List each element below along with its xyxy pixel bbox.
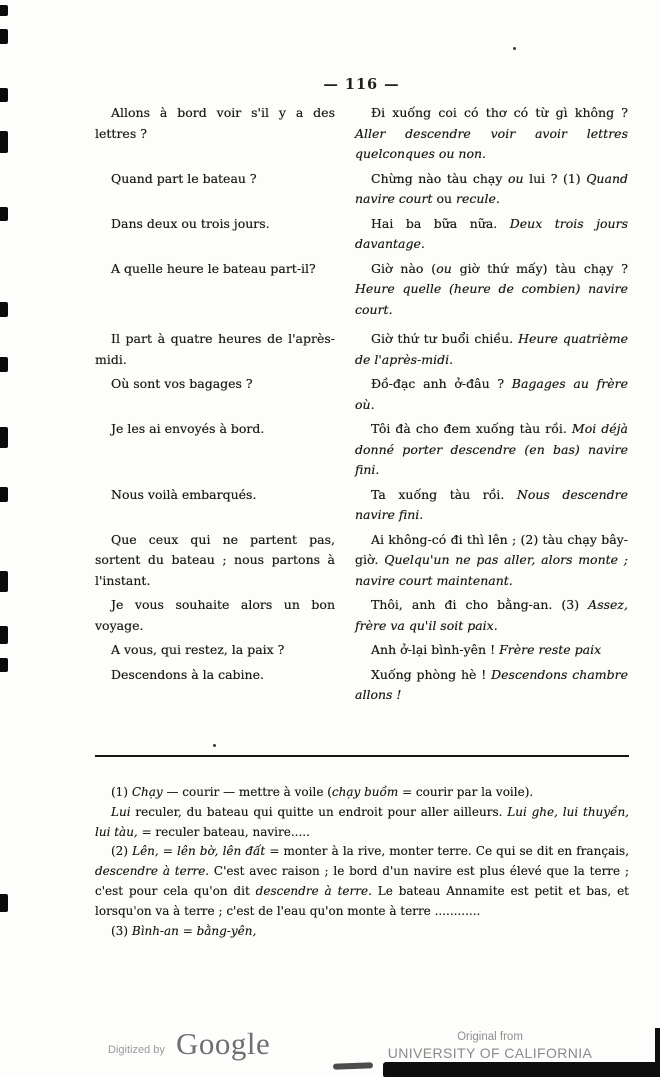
phrase-text: (3) [111,923,132,938]
vietnamese-phrase [355,103,628,165]
dialogue-row [95,595,628,636]
vietnamese-column-cell [355,485,628,526]
gloss-text: Chạy [131,785,163,799]
vietnamese-phrase [355,485,628,526]
french-phrase [95,103,335,144]
vietnamese-column-cell [355,169,628,210]
dialogue-row [95,214,628,255]
french-phrase [95,419,335,440]
phrase-text: C'est avec raison ; le bord d'un navire est plus élevé que la terre ; c'est pour cela qu'on dit [95,864,629,898]
phrase-text: Đi xuống coi có thơ có từ gì không ? [371,105,628,120]
vietnamese-phrase [355,640,628,661]
dialogue-row [95,419,628,481]
vietnamese-phrase [355,214,628,255]
french-column-cell [95,169,335,210]
phrase-text: Je les ai envoyés à bord. [111,421,265,436]
french-phrase [95,530,335,592]
google-logo: Google [176,1026,271,1061]
gloss-text: Deux trois jours davantage. [355,215,629,251]
ink-speck [513,47,516,50]
phrase-text: Thôi, anh đi cho bằng-an. (3) [371,597,589,612]
dialogue-row [95,329,628,370]
vietnamese-column-cell [355,530,628,592]
phrase-text: = courir par la voile). [398,785,534,799]
phrase-text: A vous, qui restez, la paix ? [111,642,285,657]
french-phrase [95,214,335,235]
scan-edge-mark [0,626,8,644]
vietnamese-phrase [355,419,628,481]
vietnamese-column-cell [355,259,628,321]
vietnamese-phrase [355,530,628,592]
gloss-text: Quand navire court [355,170,628,206]
french-column-cell [95,329,335,370]
french-phrase [95,640,335,661]
vietnamese-phrase [355,665,628,706]
gloss-text: Moi déjà donné porter descendre (en bas) navire fini. [355,421,628,477]
scan-edge-mark [0,894,8,912]
french-phrase [95,595,335,636]
gloss-text: Assez, frère va qu'il soit paix. [355,597,628,633]
gloss-text: Aller descendre voir avoir lettres quelconques ou non. [355,125,628,161]
scan-edge-mark [0,658,8,672]
french-column-cell [95,595,335,636]
phrase-text: A quelle heure le bateau part-il? [111,260,316,276]
french-column-cell [95,419,335,481]
dialogue-row [95,530,628,592]
phrase-text: — courir — mettre à voile ( [162,785,332,799]
gloss-text: descendre à terre. [255,883,372,898]
gloss-text: descendre à terre. [95,864,210,879]
phrase-text: Nous voilà embarqués. [111,486,257,502]
page-number: — 116 — [323,76,400,93]
phrase-text: Il part à quatre heures de l'après-midi. [95,331,335,367]
footnotes-section [95,783,629,941]
gloss-text: Lui [111,804,131,819]
phrase-text: = [178,923,197,938]
dialogue-row [95,259,628,321]
gloss-text: Bình-an [131,923,179,938]
provenance-block [368,1031,612,1061]
scan-edge-mark [0,487,8,502]
french-column-cell [95,259,335,321]
vietnamese-column-cell [355,419,628,481]
phrase-text: Tôi đà cho đem xuống tàu rồi. [371,421,572,436]
phrase-text: reculer, du bateau qui quitte un endroit pour aller ailleurs. [130,804,508,819]
french-phrase [95,329,335,370]
phrase-text: Je vous souhaite alors un bon voyage. [95,597,335,633]
phrase-text: Descendons à la cabine. [111,666,264,682]
french-column-cell [95,214,335,255]
phrase-text: Đồ-đạc anh ở-đâu ? [371,376,512,391]
phrase-text: Ai không-có đi thì lên ; (2) tàu chạy bây-giờ. [355,531,628,567]
phrase-text: = monter à la rive, monter terre. Ce qui se dit en français, [265,844,630,859]
gloss-text: Heure quelle (heure de combien) navire court. [355,281,628,317]
gloss-text: Lên, [132,844,159,859]
french-phrase [95,374,335,395]
scan-artifact-smudge [333,1062,373,1069]
phrase-text: Allons à bord voir s'il y a des lettres ? [95,105,335,141]
dialogue-section [95,103,628,710]
vietnamese-phrase [355,374,628,415]
scan-edge-mark [0,302,8,317]
gloss-text: Frère reste paix [499,642,602,657]
phrase-text: (2) [111,844,133,859]
original-from-label: Original from [457,1031,523,1043]
gloss-text: chạy buồm [331,785,399,799]
french-phrase [95,259,335,280]
phrase-text: Ta xuống tàu rồi. [371,486,517,502]
french-column-cell [95,530,335,592]
french-column-cell [95,640,335,661]
dialogue-row [95,665,628,706]
phrase-text: = reculer bateau, navire..... [137,824,310,839]
vietnamese-phrase [355,595,628,636]
footnote [95,803,629,843]
dialogue-row [95,169,628,210]
french-phrase [95,485,335,506]
dialogue-row [95,640,628,661]
vietnamese-column-cell [355,640,628,661]
gloss-text: Descendons chambre allons ! [355,666,628,702]
phrase-text: Que ceux qui ne partent pas, sortent du bateau ; nous partons à l'instant. [95,531,335,588]
vietnamese-column-cell [355,329,628,370]
gloss-text: bằng-yên, [196,923,257,938]
french-column-cell [95,103,335,165]
phrase-text: Giờ thứ tư buổi chiều. [371,331,519,346]
dialogue-row [95,374,628,415]
scan-edge-mark [0,571,8,592]
french-phrase [95,169,335,190]
footnote [95,842,629,921]
ink-speck [213,744,216,747]
phrase-text: Hai ba bữa nữa. [371,215,510,231]
gloss-text: Lui ghe, lui thuyền, lui tàu, [95,804,629,839]
phrase-text: Dans deux ou trois jours. [111,215,270,231]
gloss-text: ou [436,260,452,276]
scan-artifact-bar [383,1062,660,1077]
scan-edge-mark [0,131,8,153]
vietnamese-column-cell [355,665,628,706]
institution-label: UNIVERSITY OF CALIFORNIA [387,1045,593,1061]
phrase-text: Xuống phòng hè ! [371,666,492,682]
vietnamese-column-cell [355,214,628,255]
phrase-text: = [158,844,177,859]
vietnamese-column-cell [355,103,628,165]
french-column-cell [95,665,335,706]
gloss-text: Bagages au frère où. [355,376,628,412]
vietnamese-phrase [355,259,628,321]
vietnamese-column-cell [355,374,628,415]
footnote [95,783,629,803]
scan-edge-mark [0,427,8,448]
dialogue-row [95,103,628,165]
phrase-text: Giờ nào ( [371,260,437,276]
vietnamese-phrase [355,329,628,370]
gloss-text: lên bờ, lên đất [177,844,266,859]
phrase-text: lui ? (1) [523,170,587,186]
gloss-text: ou [508,170,524,186]
vietnamese-phrase [355,169,628,210]
gloss-text: Quelqu'un ne pas aller, alors monte ; navire court maintenant. [355,552,628,588]
phrase-text: ou [432,191,457,206]
gloss-text: Nous descendre navire fini. [355,486,628,522]
phrase-text: Où sont vos bagages ? [111,376,253,391]
french-column-cell [95,485,335,526]
phrase-text: giờ thứ mấy) tàu chạy ? [451,260,628,276]
digitized-by-label: Digitized by [108,1044,165,1056]
french-column-cell [95,374,335,415]
scan-edge-mark [0,207,8,221]
scan-edge-mark [0,357,8,372]
scan-edge-mark [0,29,8,44]
vietnamese-column-cell [355,595,628,636]
scan-artifact-line [655,1028,660,1077]
phrase-text: (1) [111,785,132,799]
phrase-text: Anh ở-lại bình-yên ! [371,642,500,657]
footnote [95,922,629,942]
footnote-separator-rule [95,755,629,757]
phrase-text: Chừng nào tàu chạy [371,170,508,186]
dialogue-row [95,485,628,526]
scan-edge-mark [0,5,8,16]
phrase-text: Le bateau Annamite est petit et bas, et lorsqu'on va à terre ; c'est de l'eau qu'on monte à terre ............ [95,883,629,918]
gloss-text: Heure quatrième de l'après-midi. [355,331,628,367]
french-phrase [95,665,335,686]
scan-edge-mark [0,88,8,102]
phrase-text: Quand part le bateau ? [111,170,257,186]
gloss-text: recule. [456,191,500,206]
